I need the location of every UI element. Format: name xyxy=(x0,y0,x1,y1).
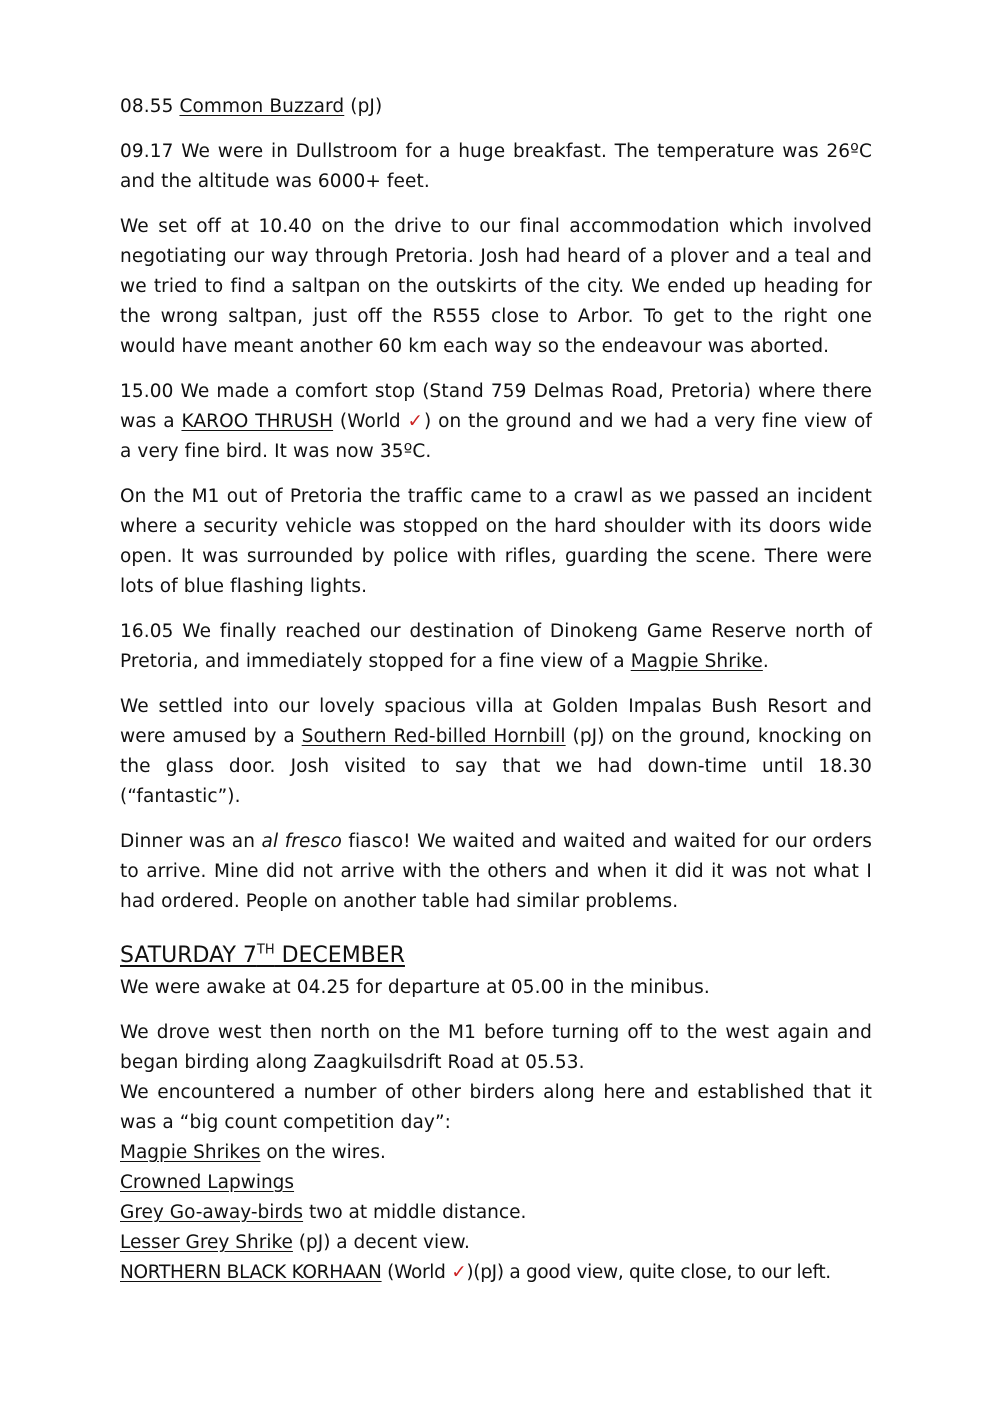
bird-grey-go-away-birds: Grey Go-away-birds xyxy=(120,1202,304,1223)
entry-m1-incident: On the M1 out of Pretoria the traffic came to a crawl as we passed an incident where a security vehicle was stopped on the hard shoulder with its doors wide open. It was surrounded by police with rifles, guarding the scene. There were lots of blue flashing lights. xyxy=(120,486,872,597)
entry-dinner: Dinner was an al fresco fiasco! We waited and waited and waited for our orders to arrive. Mine did not arrive with the others and when it did it was not what I had ordered. People on another table had similar problems. xyxy=(120,831,872,912)
bird-crowned-lapwings: Crowned Lapwings xyxy=(120,1172,295,1193)
bird-line xyxy=(120,1168,872,1198)
day-entry-drive: We drove west then north on the M1 before turning off to the west again and began birding along Zaagkuilsdrift Road at 05.53. xyxy=(120,1022,872,1073)
entry-drive: We set off at 10.40 on the drive to our final accommodation which involved negotiating our way through Pretoria. Josh had heard of a plover and a teal and we tried to find a saltpan on the outskirts of the city. We ended up heading for the wrong saltpan, just off the R555 close to Arbor. To get to the right one would have meant another 60 km each way so the endeavour was aborted. xyxy=(120,216,872,357)
bird-northern-black-korhaan: NORTHERN BLACK KORHAAN xyxy=(120,1262,382,1283)
entry-villa: We settled into our lovely spacious villa at Golden Impalas Bush Resort and were amused by a Southern Red-billed Hornbill (pJ) on the ground, knocking on the glass door. Josh visited to say that we had down-time until 18.30 (“fantastic”). xyxy=(120,696,873,807)
day-entry-awake: We were awake at 04.25 for departure at 05.00 in the minibus. xyxy=(120,977,710,998)
bird-magpie-shrike: Magpie Shrike xyxy=(630,651,763,672)
bird-line: NORTHERN BLACK KORHAAN (World ✓)(pJ) a good view, quite close, to our left. xyxy=(120,1262,831,1283)
section-heading-saturday: SATURDAY 7TH DECEMBER xyxy=(120,942,405,968)
entry-0917: 09.17 We were in Dullstroom for a huge breakfast. The temperature was 26ºC and the altitude was 6000+ feet. xyxy=(120,141,872,192)
bird-magpie-shrikes: Magpie Shrikes xyxy=(120,1142,261,1163)
entry-0855: 08.55 Common Buzzard (pJ) xyxy=(120,96,383,117)
bird-lesser-grey-shrike: Lesser Grey Shrike xyxy=(120,1232,293,1253)
bird-line: Grey Go-away-birds two at middle distance. xyxy=(120,1202,527,1223)
check-mark-icon: ✓ xyxy=(451,1262,467,1283)
bird-common-buzzard: Common Buzzard xyxy=(179,96,345,117)
bird-karoo-thrush: KAROO THRUSH xyxy=(181,411,334,432)
entry-1605: 16.05 We finally reached our destination of Dinokeng Game Reserve north of Pretoria, and immediately stopped for a fine view of a Magpie Shrike. xyxy=(120,621,872,672)
entry-1500: 15.00 We made a comfort stop (Stand 759 Delmas Road, Pretoria) where there was a KAROO THRUSH (World ✓) on the ground and we had a very fine view of a very fine bird. It was now 35ºC. xyxy=(120,381,872,462)
day-entry-birders: We encountered a number of other birders along here and established that it was a “big count competition day”: xyxy=(120,1082,872,1133)
bird-line: Magpie Shrikes on the wires. xyxy=(120,1142,386,1163)
document-page xyxy=(120,92,872,1288)
bird-southern-red-billed-hornbill: Southern Red-billed Hornbill xyxy=(301,726,566,747)
bird-line: Lesser Grey Shrike (pJ) a decent view. xyxy=(120,1232,470,1253)
check-mark-icon: ✓ xyxy=(407,411,424,432)
